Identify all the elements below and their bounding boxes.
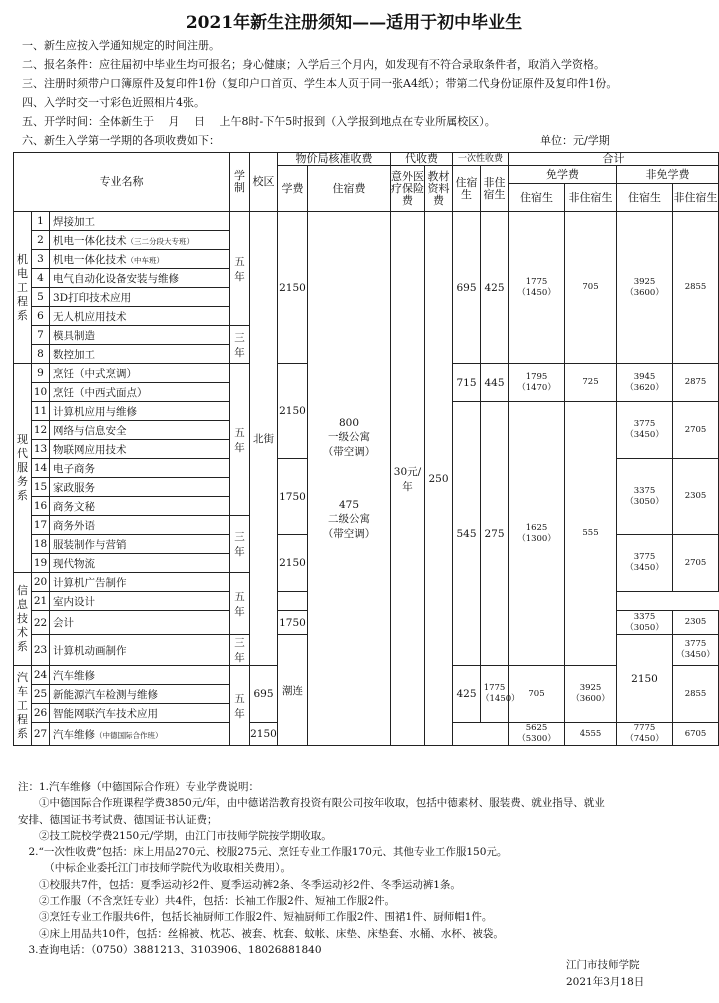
major-no: 4 xyxy=(32,269,50,288)
total-nonfree-nonstay: 2305 xyxy=(673,611,719,635)
major-no: 22 xyxy=(32,611,50,635)
major-name: 数控加工 xyxy=(50,345,230,364)
lodging-fee: 800 一级公寓 （带空调） 475 二级公寓 （带空调） xyxy=(308,212,391,746)
total-nonfree-nonstay: 2705 xyxy=(673,535,719,592)
major-no: 2 xyxy=(32,231,50,250)
note-line: 注：1.汽车维修（中德国际合作班）专业学费说明： xyxy=(18,781,260,793)
category-xiandai: 现代服务系 xyxy=(14,364,32,573)
major-name: 焊接加工 xyxy=(50,212,230,231)
header-daishou: 代收费 xyxy=(391,153,453,166)
note-line: ②工作服（不含烹饪专业）共4件，包括：长袖工作服2件、短袖工作服2件。 xyxy=(18,895,396,908)
major-name: 网络与信息安全 xyxy=(50,421,230,440)
major-name: 现代物流 xyxy=(50,554,230,573)
major-name: 3D打印技术应用 xyxy=(50,288,230,307)
note-line: （中标企业委托江门市技师学院代为收取相关费用）。 xyxy=(18,862,291,875)
major-name: 计算机动画制作 xyxy=(50,635,230,666)
total-nonfree-nonstay: 2305 xyxy=(673,459,719,535)
major-name: 机电一体化技术（三二分段大专班） xyxy=(50,231,230,250)
major-name: 机电一体化技术（中车班） xyxy=(50,250,230,269)
xuezhi-five: 五年 xyxy=(230,666,250,746)
header-yici: 一次性收费 xyxy=(453,153,509,166)
yici-nonstay: 425 xyxy=(453,666,481,723)
major-name: 无人机应用技术 xyxy=(50,307,230,326)
major-no: 13 xyxy=(32,440,50,459)
xuezhi-three: 三年 xyxy=(230,635,250,666)
header-major: 专业名称 xyxy=(14,153,230,212)
header-campus: 校区 xyxy=(250,153,278,212)
signature-org: 江门市技师学院 xyxy=(566,959,640,971)
tuition-value: 1750 xyxy=(278,611,308,635)
major-no: 5 xyxy=(32,288,50,307)
note-line: ④床上用品共10件，包括：丝棉被、枕芯、被套、枕套、蚊帐、床垫、床垫套、水桶、水杯、被袋。 xyxy=(18,927,504,940)
insurance-fee: 30元/年 xyxy=(391,212,425,746)
xuezhi-three: 三年 xyxy=(230,326,250,364)
major-no: 19 xyxy=(32,554,50,573)
header-wujia: 物价局核准收费 xyxy=(278,153,391,166)
total-free-nonstay: 555 xyxy=(565,402,617,666)
major-name: 商务文秘 xyxy=(50,497,230,516)
header-free-nonstay: 非住宿生 xyxy=(565,184,617,212)
major-name: 新能源汽车检测与维修 xyxy=(50,685,230,704)
header-nonfree-stay: 住宿生 xyxy=(617,184,673,212)
major-name: 会计 xyxy=(50,611,230,635)
total-nonfree-stay: 7775 （7450） xyxy=(617,723,673,746)
header-lodging: 住宿费 xyxy=(308,166,391,212)
header-free-stay: 住宿生 xyxy=(509,184,565,212)
major-no: 17 xyxy=(32,516,50,535)
header-books: 教材资料费 xyxy=(425,166,453,212)
tuition-value: 2150 xyxy=(617,635,673,723)
total-nonfree-stay: 3375 （3050） xyxy=(617,611,673,635)
major-name: 电子商务 xyxy=(50,459,230,478)
tuition-value: 2150 xyxy=(278,535,308,592)
xuezhi-five: 五年 xyxy=(230,364,250,516)
major-name: 商务外语 xyxy=(50,516,230,535)
total-nonfree-nonstay: 2705 xyxy=(673,402,719,459)
major-no: 16 xyxy=(32,497,50,516)
major-name: 物联网应用技术 xyxy=(50,440,230,459)
campus-chaolian: 潮连 xyxy=(278,635,308,746)
tuition-value: 2150 xyxy=(250,723,278,746)
major-no: 7 xyxy=(32,326,50,345)
tuition-value: 2150 xyxy=(278,364,308,459)
yici-stay: 545 xyxy=(453,402,481,666)
intro-line-1: 一、新生应按入学通知规定的时间注册。 xyxy=(22,39,220,52)
total-nonfree-stay: 3945 （3620） xyxy=(617,364,673,402)
note-line: 3.查询电话：（0750）3881213、3103906、18026881840 xyxy=(18,943,322,956)
books-fee: 250 xyxy=(425,212,453,746)
intro-line-6: 六、新生入学第一学期的各项收费如下： xyxy=(22,134,220,147)
tuition-value: 1750 xyxy=(278,459,308,535)
total-free-stay: 1775 （1450） xyxy=(481,666,509,723)
intro-line-4: 四、入学时交一寸彩色近照相片4张。 xyxy=(22,96,205,109)
yici-nonstay: 275 xyxy=(481,402,509,666)
major-no: 26 xyxy=(32,704,50,723)
yici-stay: 695 xyxy=(453,212,481,364)
header-yici-stay: 住宿生 xyxy=(453,166,481,212)
category-jidian: 机电工程系 xyxy=(14,212,32,364)
major-name: 室内设计 xyxy=(50,592,230,611)
fee-table xyxy=(13,152,719,746)
major-no: 9 xyxy=(32,364,50,383)
xuezhi-five: 五年 xyxy=(230,573,250,635)
major-no: 21 xyxy=(32,592,50,611)
xuezhi-five: 五年 xyxy=(230,212,250,326)
total-nonfree-stay: 3775 （3450） xyxy=(617,535,673,592)
intro-line-5: 五、开学时间：全体新生于 月 日 上午8时-下午5时报到（入学报到地点在专业所属校区）。 xyxy=(22,115,496,128)
yici-stay: 695 xyxy=(250,666,278,723)
note-line: 安排、德国证书考试费、德国证书认证费； xyxy=(18,813,218,826)
major-no: 14 xyxy=(32,459,50,478)
major-name: 模具制造 xyxy=(50,326,230,345)
xuezhi-three: 三年 xyxy=(230,516,250,573)
category-qiche: 汽车工程系 xyxy=(14,666,32,746)
major-no: 12 xyxy=(32,421,50,440)
major-name: 电气自动化设备安装与维修 xyxy=(50,269,230,288)
total-nonfree-stay: 3775 （3450） xyxy=(617,402,673,459)
total-nonfree-nonstay: 2875 xyxy=(673,364,719,402)
major-no: 8 xyxy=(32,345,50,364)
total-free-stay: 1625 （1300） xyxy=(509,402,565,666)
major-name: 计算机应用与维修 xyxy=(50,402,230,421)
campus-beijie: 北街 xyxy=(250,212,278,666)
total-free-nonstay: 725 xyxy=(565,364,617,402)
major-name: 烹饪（中式烹调） xyxy=(50,364,230,383)
header-nonfree-nonstay: 非住宿生 xyxy=(673,184,719,212)
total-nonfree-nonstay: 6705 xyxy=(673,723,719,746)
major-no: 15 xyxy=(32,478,50,497)
major-no: 25 xyxy=(32,685,50,704)
note-line: 2.“一次性收费”包括：床上用品270元、校服275元、烹饪专业工作服170元、其他专业工作服150元。 xyxy=(18,846,508,859)
major-no: 27 xyxy=(32,723,50,746)
major-name: 服装制作与营销 xyxy=(50,535,230,554)
category-xinxi: 信息技术系 xyxy=(14,573,32,666)
major-name: 汽车维修 xyxy=(50,666,230,685)
major-no: 10 xyxy=(32,383,50,402)
note-line: ①中德国际合作班课程学费3850元/年，由中德诺浩教育投资有限公司按年收取，包括中德素材、服装费、就业指导、就业 xyxy=(18,797,605,810)
tuition-value: 2150 xyxy=(278,212,308,364)
major-name: 智能网联汽车技术应用 xyxy=(50,704,230,723)
intro-line-2: 二、报名条件：应往届初中毕业生均可报名；身心健康；入学后三个月内，如发现有不符合录取条件者，取消入学资格。 xyxy=(22,58,605,71)
header-xuezhi: 学制 xyxy=(230,153,250,212)
major-no: 24 xyxy=(32,666,50,685)
total-free-nonstay: 4555 xyxy=(565,723,617,746)
unit-label: 单位：元/学期 xyxy=(540,134,610,147)
total-nonfree-nonstay: 2855 xyxy=(673,212,719,364)
page-title: 2021年新生注册须知——适用于初中毕业生 xyxy=(185,13,523,33)
total-nonfree-stay: 3775 （3450） xyxy=(673,635,719,666)
notes xyxy=(18,779,605,958)
header-insurance: 意外医疗保险费 xyxy=(391,166,425,212)
total-free-stay: 1795 （1470） xyxy=(509,364,565,402)
major-name: 家政服务 xyxy=(50,478,230,497)
total-free-nonstay: 705 xyxy=(565,212,617,364)
yici-stay: 715 xyxy=(453,364,481,402)
major-no: 6 xyxy=(32,307,50,326)
header-nonfree: 非免学费 xyxy=(617,166,719,184)
yici-nonstay: 445 xyxy=(481,364,509,402)
header-total: 合计 xyxy=(509,153,719,166)
major-name: 计算机广告制作 xyxy=(50,573,230,592)
header-yici-nonstay: 非住宿生 xyxy=(481,166,509,212)
major-no: 18 xyxy=(32,535,50,554)
yici-empty xyxy=(453,723,509,746)
total-free-stay: 5625 （5300） xyxy=(509,723,565,746)
major-no: 20 xyxy=(32,573,50,592)
total-nonfree-stay: 3375 （3050） xyxy=(617,459,673,535)
total-free-nonstay: 705 xyxy=(509,666,565,723)
major-name: 汽车维修（中德国际合作班） xyxy=(50,723,230,746)
signature-date: 2021年3月18日 xyxy=(566,976,645,988)
major-no: 23 xyxy=(32,635,50,666)
major-no: 11 xyxy=(32,402,50,421)
note-line: ①校服共7件，包括：夏季运动衫2件、夏季运动裤2条、冬季运动衫2件、冬季运动裤1条。 xyxy=(18,878,461,891)
intro-line-3: 三、注册时须带户口簿原件及复印件1份（复印户口首页、学生本人页于同一张A4纸）；带第二代身份证原件及复印件1份。 xyxy=(22,77,618,90)
major-no: 1 xyxy=(32,212,50,231)
total-nonfree-nonstay: 2855 xyxy=(673,666,719,723)
total-nonfree-stay: 3925 （3600） xyxy=(565,666,617,723)
yici-nonstay: 425 xyxy=(481,212,509,364)
note-line: ②技工院校学费2150元/学期，由江门市技师学院按学期收取。 xyxy=(18,829,332,842)
total-free-stay: 1775 （1450） xyxy=(509,212,565,364)
header-free: 免学费 xyxy=(509,166,617,184)
total-nonfree-stay: 3925 （3600） xyxy=(617,212,673,364)
header-tuition: 学费 xyxy=(278,166,308,212)
major-no: 3 xyxy=(32,250,50,269)
major-name: 烹饪（中西式面点） xyxy=(50,383,230,402)
note-line: ③烹饪专业工作服共6件，包括长袖厨师工作服2件、短袖厨师工作服2件、围裙1件、厨师帽1件。 xyxy=(18,911,493,924)
